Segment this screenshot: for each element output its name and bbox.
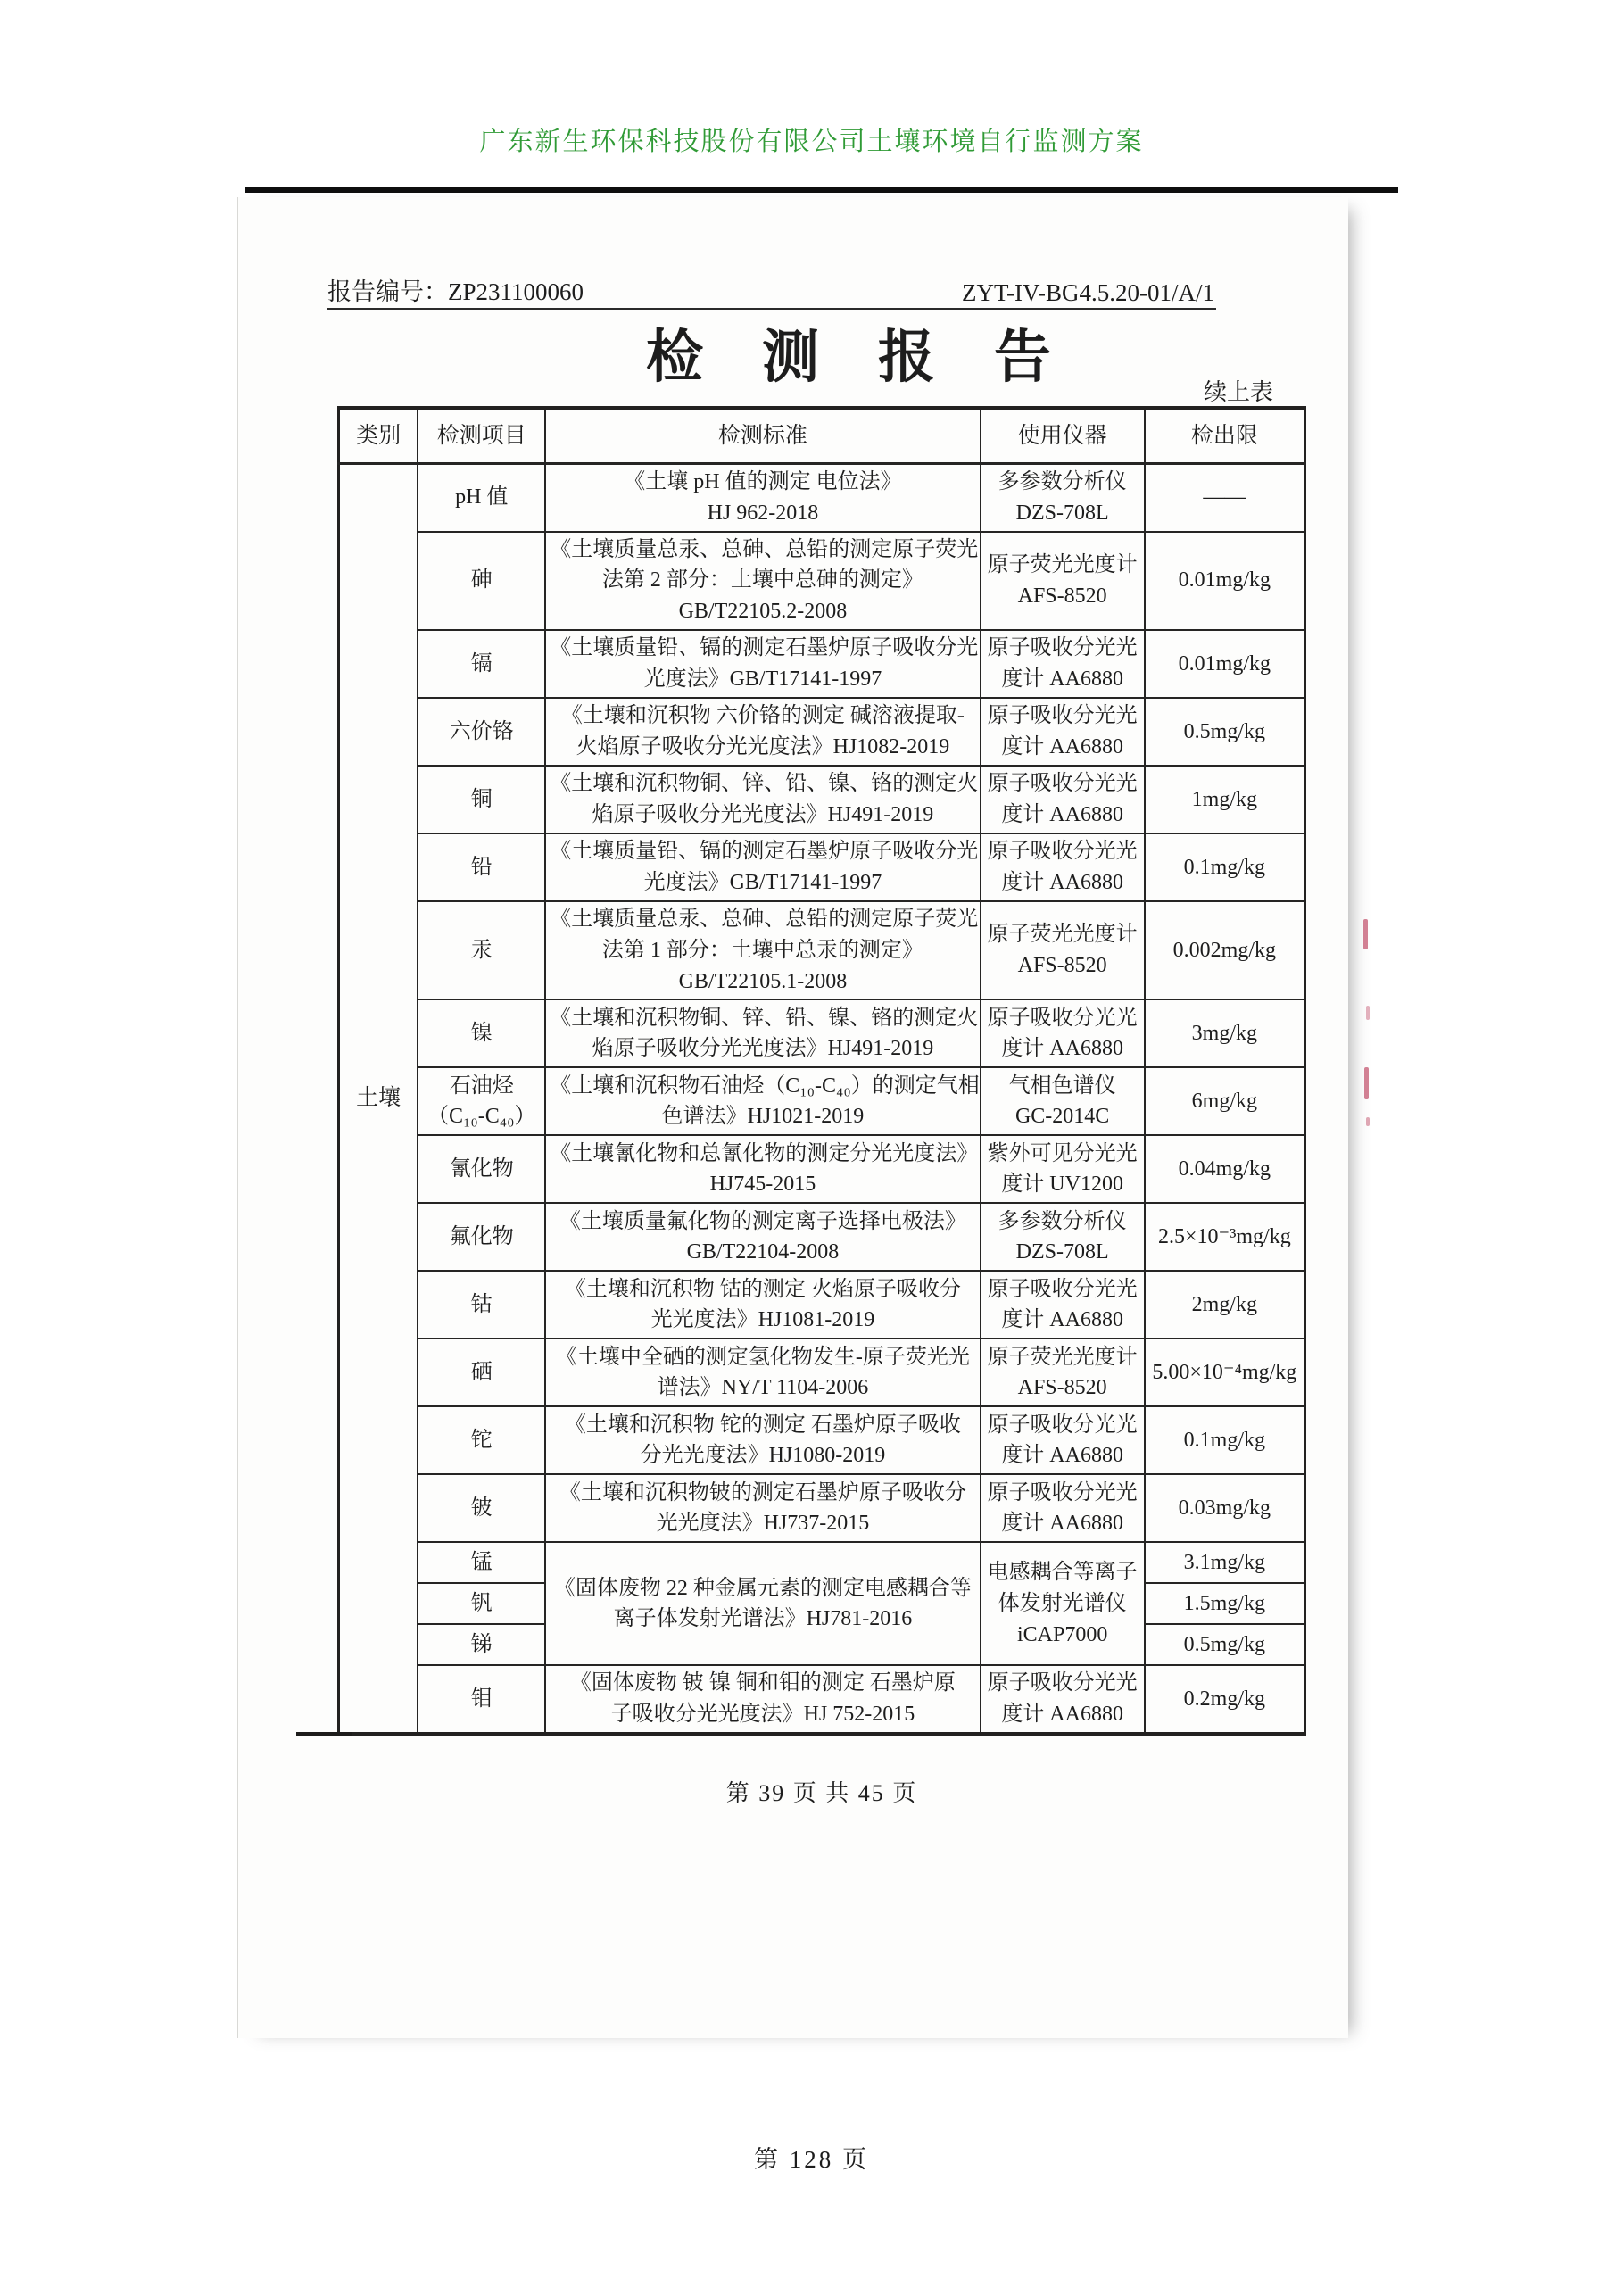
table-row	[339, 1339, 1305, 1406]
table-row	[339, 1474, 1305, 1542]
item-cell: 铊	[418, 1406, 545, 1474]
instrument-cell: 多参数分析仪 DZS-708L	[981, 464, 1145, 532]
detection-limit-cell: 0.01mg/kg	[1145, 532, 1305, 630]
page-number: 第 128 页	[754, 2146, 869, 2173]
report-page-note: 第 39 页 共 45 页	[725, 1780, 918, 1806]
header-divider	[245, 187, 1398, 193]
instrument-cell: 原子吸收分光光 度计 AA6880	[981, 833, 1145, 901]
instrument-cell: 原子荧光光度计 AFS-8520	[981, 1339, 1145, 1406]
table-row	[339, 464, 1305, 532]
table-row	[339, 901, 1305, 999]
table-header-row	[339, 409, 1305, 464]
table-row	[339, 532, 1305, 630]
item-cell: 钼	[418, 1665, 545, 1734]
item-cell: 镉	[418, 630, 545, 698]
item-cell: 钒	[418, 1583, 545, 1624]
table-row	[339, 1665, 1305, 1734]
item-cell: 氰化物	[418, 1135, 545, 1203]
detection-limit-cell: 0.04mg/kg	[1145, 1135, 1305, 1203]
detection-limit-cell: 1mg/kg	[1145, 766, 1305, 833]
column-header: 检出限	[1145, 409, 1305, 464]
report-number	[327, 272, 584, 307]
standard-cell: 《土壤和沉积物 钴的测定 火焰原子吸收分 光光度法》HJ1081-2019	[545, 1271, 980, 1339]
standard-cell: 《土壤和沉积物 铊的测定 石墨炉原子吸收 分光光度法》HJ1080-2019	[545, 1406, 980, 1474]
item-cell: 锰	[418, 1542, 545, 1583]
instrument-cell: 原子吸收分光光 度计 AA6880	[981, 1474, 1145, 1542]
table-row	[339, 698, 1305, 766]
detection-limit-cell: 0.1mg/kg	[1145, 833, 1305, 901]
item-cell: 锑	[418, 1624, 545, 1665]
standard-cell: 《土壤质量总汞、总砷、总铅的测定原子荧光 法第 1 部分：土壤中总汞的测定》 GB/T22105.1-2008	[545, 901, 980, 999]
instrument-cell: 原子吸收分光光 度计 AA6880	[981, 999, 1145, 1067]
item-cell: 氟化物	[418, 1203, 545, 1271]
instrument-cell: 原子吸收分光光 度计 AA6880	[981, 630, 1145, 698]
table-row	[339, 999, 1305, 1067]
standard-cell: 《土壤质量铅、镉的测定石墨炉原子吸收分光 光度法》GB/T17141-1997	[545, 630, 980, 698]
test-methods-table	[337, 406, 1306, 1736]
column-header: 检测标准	[545, 409, 980, 464]
continued-note: 续上表	[1203, 379, 1273, 405]
instrument-cell: 原子吸收分光光 度计 AA6880	[981, 766, 1145, 833]
red-ink-mark	[1366, 1006, 1370, 1020]
instrument-cell: 多参数分析仪 DZS-708L	[981, 1203, 1145, 1271]
detection-limit-cell: 3.1mg/kg	[1145, 1542, 1305, 1583]
standard-cell: 《土壤 pH 值的测定 电位法》 HJ 962-2018	[545, 464, 980, 532]
standard-cell: 《土壤和沉积物石油烃（C₁₀-C₄₀）的测定气相 色谱法》HJ1021-2019	[545, 1067, 980, 1135]
standard-cell: 《固体废物 22 种金属元素的测定电感耦合等 离子体发射光谱法》HJ781-2016	[545, 1542, 980, 1665]
item-cell: 石油烃 （C₁₀-C₄₀）	[418, 1067, 545, 1135]
table-row	[339, 1542, 1305, 1583]
red-ink-mark	[1364, 1067, 1369, 1099]
detection-limit-cell: 6mg/kg	[1145, 1067, 1305, 1135]
instrument-cell: 原子吸收分光光 度计 AA6880	[981, 1271, 1145, 1339]
item-cell: 汞	[418, 901, 545, 999]
report-head-underline	[327, 308, 1216, 310]
item-cell: 铅	[418, 833, 545, 901]
standard-cell: 《土壤和沉积物 六价铬的测定 碱溶液提取- 火焰原子吸收分光光度法》HJ1082-2019	[545, 698, 980, 766]
doc-header-title: 广东新生环保科技股份有限公司土壤环境自行监测方案	[479, 128, 1144, 156]
scan-border-artifact	[296, 1732, 352, 1736]
instrument-cell: 气相色谱仪 GC-2014C	[981, 1067, 1145, 1135]
detection-limit-cell: 3mg/kg	[1145, 999, 1305, 1067]
detection-limit-cell: ——	[1145, 464, 1305, 532]
column-header: 使用仪器	[981, 409, 1145, 464]
table-row	[339, 766, 1305, 833]
table-row	[339, 1203, 1305, 1271]
table-row	[339, 1271, 1305, 1339]
red-ink-mark	[1363, 919, 1368, 949]
instrument-cell: 原子吸收分光光 度计 AA6880	[981, 1406, 1145, 1474]
scanned-report-page	[237, 197, 1348, 2038]
standard-cell: 《土壤中全硒的测定氢化物发生-原子荧光光 谱法》NY/T 1104-2006	[545, 1339, 980, 1406]
item-cell: 铜	[418, 766, 545, 833]
standard-cell: 《土壤质量总汞、总砷、总铅的测定原子荧光 法第 2 部分：土壤中总砷的测定》 GB/T22105.2-2008	[545, 532, 980, 630]
detection-limit-cell: 0.01mg/kg	[1145, 630, 1305, 698]
table-row	[339, 833, 1305, 901]
test-methods-table-wrap	[337, 406, 1306, 1736]
instrument-cell: 原子荧光光度计 AFS-8520	[981, 532, 1145, 630]
instrument-cell: 紫外可见分光光 度计 UV1200	[981, 1135, 1145, 1203]
instrument-cell: 原子吸收分光光 度计 AA6880	[981, 1665, 1145, 1734]
detection-limit-cell: 2mg/kg	[1145, 1271, 1305, 1339]
item-cell: 硒	[418, 1339, 545, 1406]
table-row	[339, 1135, 1305, 1203]
report-head	[327, 272, 1214, 307]
item-cell: 钴	[418, 1271, 545, 1339]
detection-limit-cell: 0.1mg/kg	[1145, 1406, 1305, 1474]
report-title: 检测报告	[646, 326, 1110, 389]
column-header: 检测项目	[418, 409, 545, 464]
detection-limit-cell: 0.2mg/kg	[1145, 1665, 1305, 1734]
red-ink-mark	[1366, 1117, 1370, 1126]
table-body	[339, 464, 1305, 1734]
doc-code: ZYT-IV-BG4.5.20-01/A/1	[962, 279, 1214, 306]
standard-cell: 《土壤和沉积物铜、锌、铅、镍、铬的测定火 焰原子吸收分光光度法》HJ491-2019	[545, 766, 980, 833]
instrument-cell: 原子荧光光度计 AFS-8520	[981, 901, 1145, 999]
item-cell: pH 值	[418, 464, 545, 532]
category-cell: 土壤	[339, 464, 418, 1734]
detection-limit-cell: 1.5mg/kg	[1145, 1583, 1305, 1624]
detection-limit-cell: 2.5×10⁻³mg/kg	[1145, 1203, 1305, 1271]
standard-cell: 《土壤质量氟化物的测定离子选择电极法》 GB/T22104-2008	[545, 1203, 980, 1271]
standard-cell: 《土壤质量铅、镉的测定石墨炉原子吸收分光 光度法》GB/T17141-1997	[545, 833, 980, 901]
item-cell: 镍	[418, 999, 545, 1067]
instrument-cell: 原子吸收分光光 度计 AA6880	[981, 698, 1145, 766]
standard-cell: 《土壤和沉积物铍的测定石墨炉原子吸收分 光光度法》HJ737-2015	[545, 1474, 980, 1542]
standard-cell: 《固体废物 铍 镍 铜和钼的测定 石墨炉原 子吸收分光光度法》HJ 752-2015	[545, 1665, 980, 1734]
item-cell: 铍	[418, 1474, 545, 1542]
table-row	[339, 1406, 1305, 1474]
detection-limit-cell: 0.5mg/kg	[1145, 1624, 1305, 1665]
column-header: 类别	[339, 409, 418, 464]
instrument-cell: 电感耦合等离子 体发射光谱仪 iCAP7000	[981, 1542, 1145, 1665]
standard-cell: 《土壤和沉积物铜、锌、铅、镍、铬的测定火 焰原子吸收分光光度法》HJ491-2019	[545, 999, 980, 1067]
item-cell: 六价铬	[418, 698, 545, 766]
detection-limit-cell: 0.002mg/kg	[1145, 901, 1305, 999]
detection-limit-cell: 5.00×10⁻⁴mg/kg	[1145, 1339, 1305, 1406]
item-cell: 砷	[418, 532, 545, 630]
report-number-label: 报告编号：	[327, 278, 448, 305]
table-row	[339, 1067, 1305, 1135]
detection-limit-cell: 0.03mg/kg	[1145, 1474, 1305, 1542]
detection-limit-cell: 0.5mg/kg	[1145, 698, 1305, 766]
standard-cell: 《土壤氰化物和总氰化物的测定分光光度法》 HJ745-2015	[545, 1135, 980, 1203]
report-number-value: ZP231100060	[448, 278, 584, 305]
table-row	[339, 630, 1305, 698]
